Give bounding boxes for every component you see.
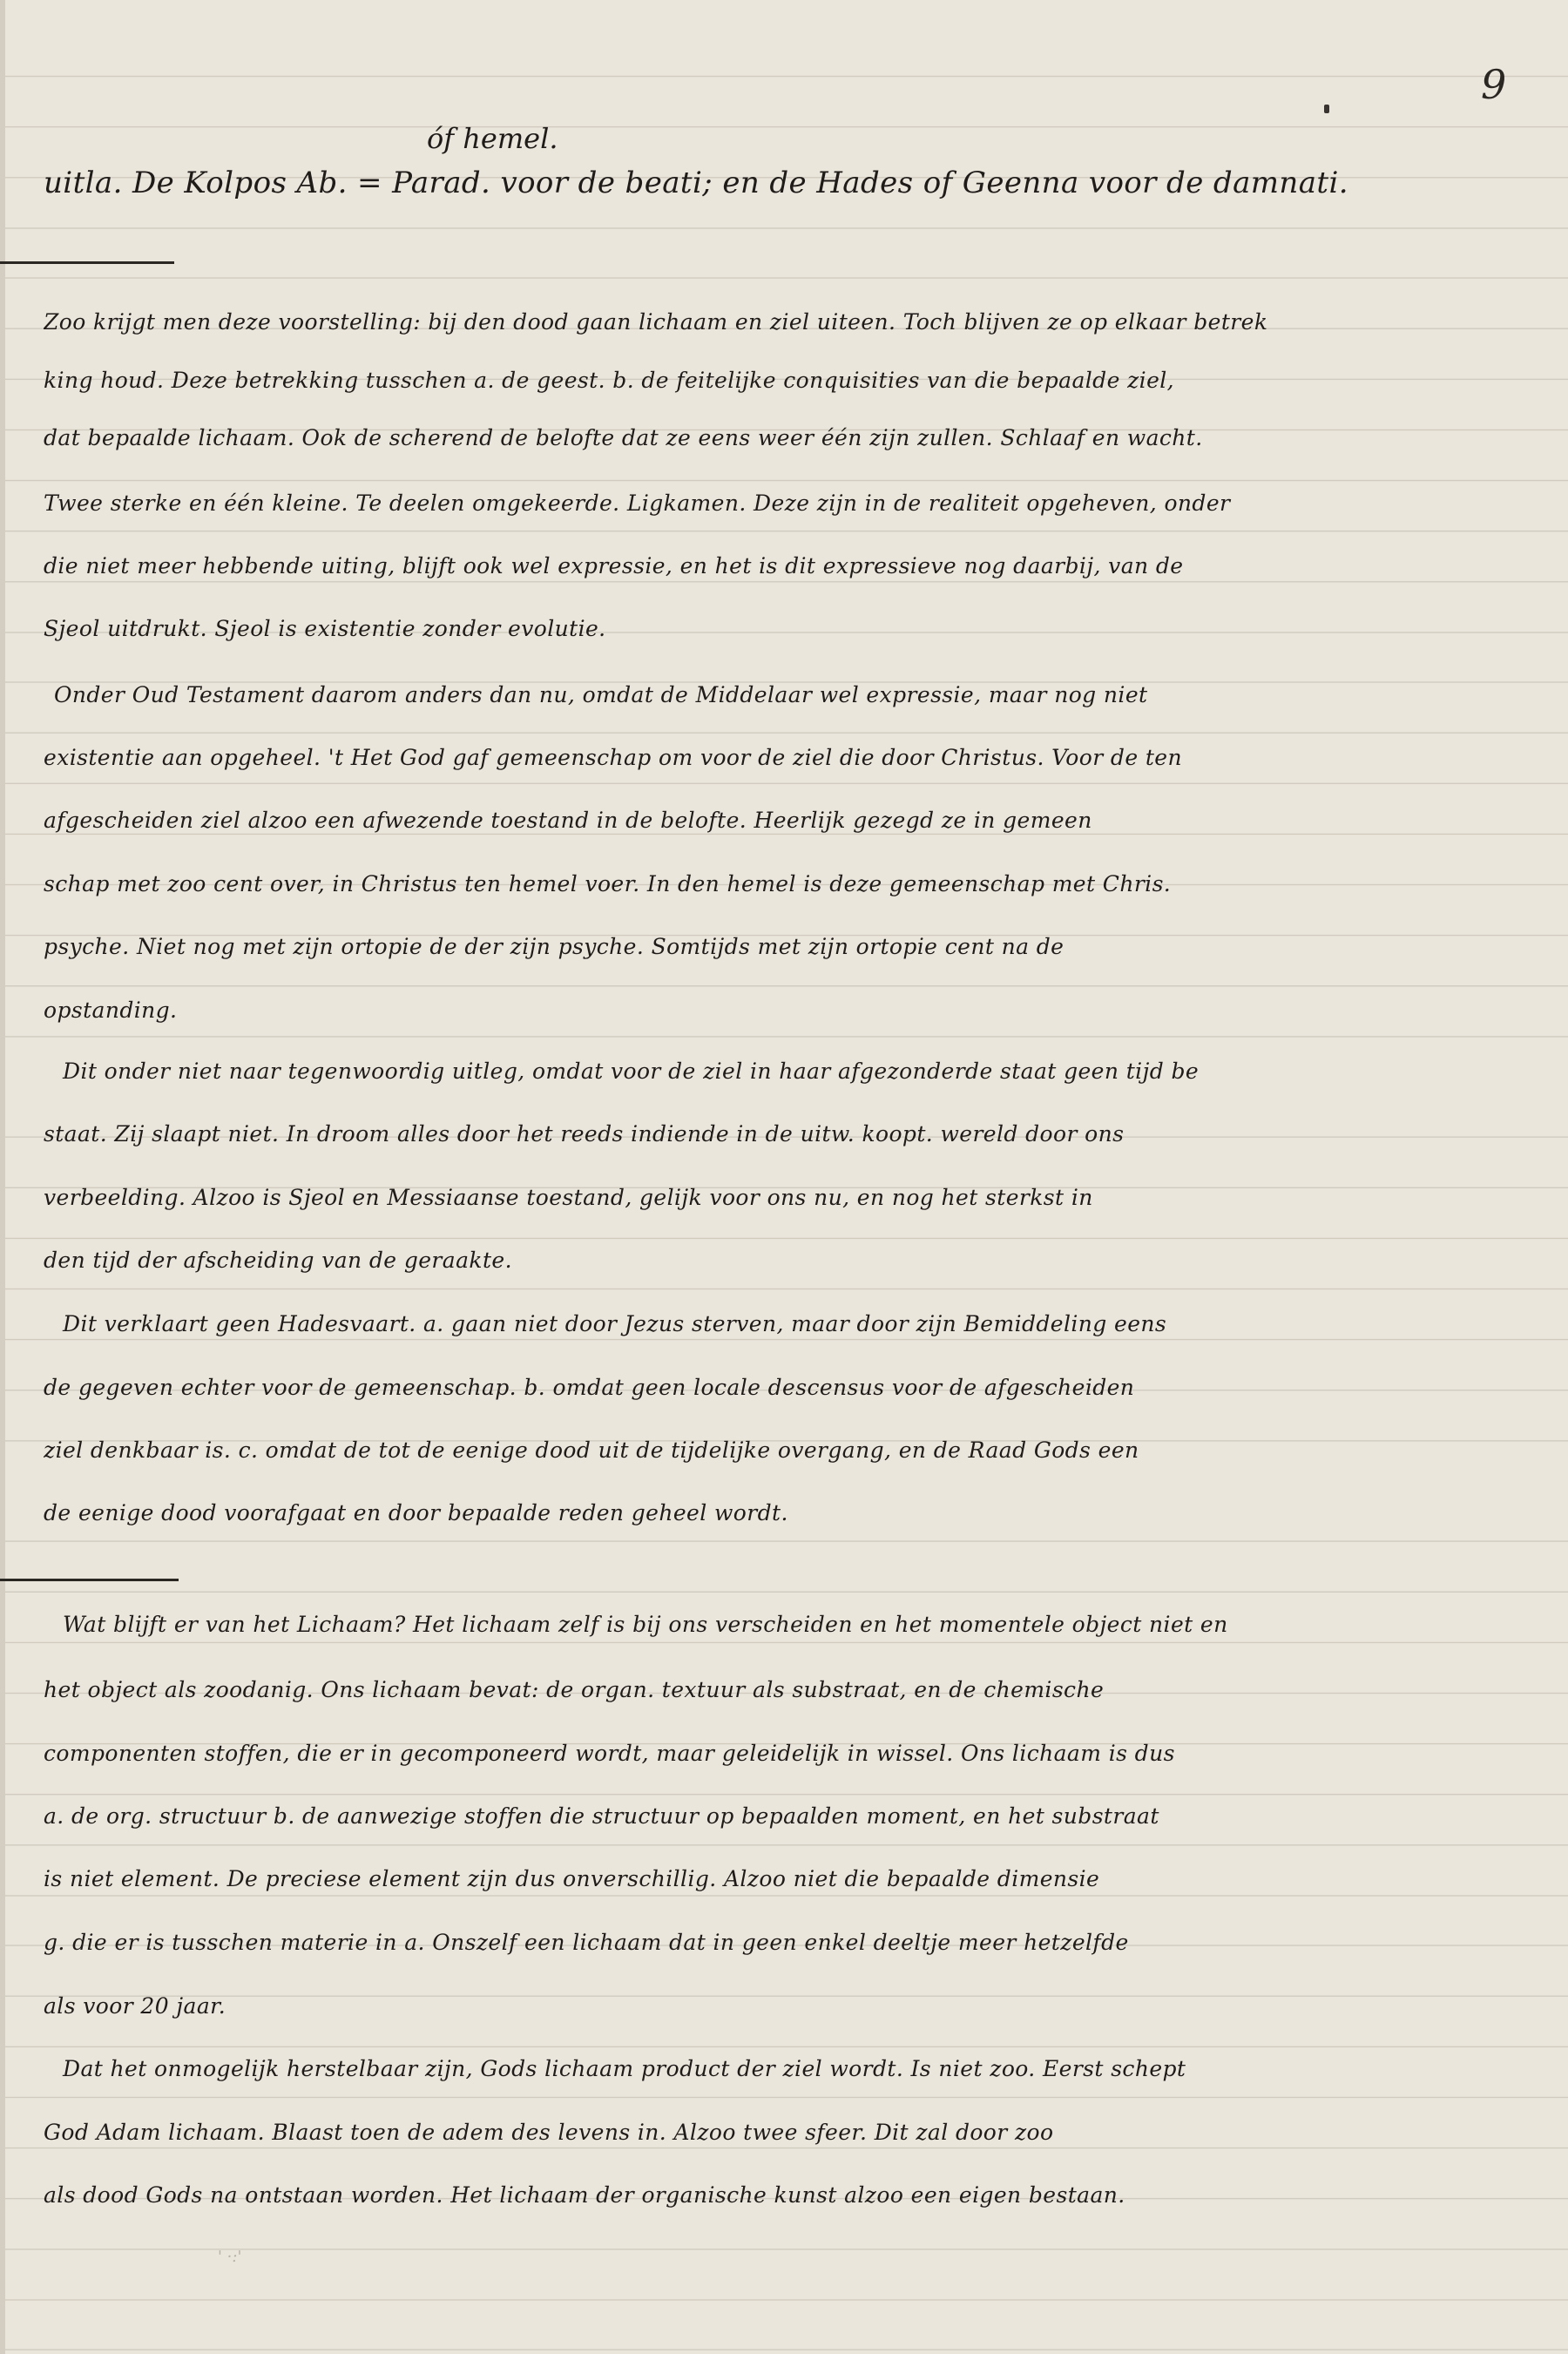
text-line: de eenige dood voorafgaat en door bepaalde reden geheel wordt. xyxy=(44,1500,788,1525)
heading-line: uitla. De Kolpos Ab. = Parad. voor de beati; en de Hades of Geenna voor de damnati. xyxy=(44,166,1348,200)
text-line: het object als zoodanig. Ons lichaam bevat: de organ. textuur als substraat, en de chemische xyxy=(44,1677,1105,1702)
section-divider xyxy=(0,1579,179,1581)
ink-mark xyxy=(1324,105,1329,113)
text-line: dat bepaalde lichaam. Ook de scherend de belofte dat ze eens weer één zijn zullen. Schlaaf en wacht. xyxy=(44,425,1203,450)
text-line: de gegeven echter voor de gemeenschap. b. omdat geen locale descensus voor de afgescheiden xyxy=(44,1375,1135,1400)
text-line: g. die er is tusschen materie in a. Onszelf een lichaam dat in geen enkel deeltje meer hetzelfde xyxy=(44,1930,1129,1955)
text-line: is niet element. De preciese element zijn dus onverschillig. Alzoo niet die bepaalde dimensie xyxy=(44,1866,1100,1891)
text-line: staat. Zij slaapt niet. In droom alles door het reeds indiende in de uitw. koopt. wereld door ons xyxy=(44,1121,1125,1147)
text-line: opstanding. xyxy=(44,998,178,1023)
text-line: Dat het onmogelijk herstelbaar zijn, Gods lichaam product der ziel wordt. Is niet zoo. Eerst schept xyxy=(63,2056,1186,2081)
section-divider xyxy=(0,261,174,264)
text-line: afgescheiden ziel alzoo een afwezende toestand in de belofte. Heerlijk gezegd ze in gemeen xyxy=(44,808,1092,833)
text-line: ziel denkbaar is. c. omdat de tot de eenige dood uit de tijdelijke overgang, en de Raad Gods een xyxy=(44,1437,1139,1463)
text-line: als dood Gods na ontstaan worden. Het lichaam der organische kunst alzoo een eigen bestaan. xyxy=(44,2182,1125,2208)
text-line: Onder Oud Testament daarom anders dan nu, omdat de Middelaar wel expressie, maar nog niet xyxy=(54,682,1148,707)
text-line: die niet meer hebbende uiting, blijft ook wel expressie, en het is dit expressieve nog daarbij, van de xyxy=(44,553,1184,578)
text-line: schap met zoo cent over, in Christus ten hemel voer. In den hemel is deze gemeenschap met Chris. xyxy=(44,871,1172,896)
text-line: king houd. Deze betrekking tusschen a. de geest. b. de feitelijke conquisities van die bepaalde ziel, xyxy=(44,368,1175,393)
text-line: a. de org. structuur b. de aanwezige stoffen die structuur op bepaalden moment, en het substraat xyxy=(44,1803,1159,1829)
text-line: God Adam lichaam. Blaast toen de adem des levens in. Alzoo twee sfeer. Dit zal door zoo xyxy=(44,2120,1054,2145)
text-line: den tijd der afscheiding van de geraakte. xyxy=(44,1248,512,1273)
text-line: Sjeol uitdrukt. Sjeol is existentie zonder evolutie. xyxy=(44,616,606,641)
text-line: Dit verklaart geen Hadesvaart. a. gaan niet door Jezus sterven, maar door zijn Bemiddeling eens xyxy=(63,1311,1167,1336)
text-line: Twee sterke en één kleine. Te deelen omgekeerde. Ligkamen. Deze zijn in de realiteit opgeheven, onder xyxy=(44,490,1231,516)
text-line: Wat blijft er van het Lichaam? Het lichaam zelf is bij ons verscheiden en het momentele object niet en xyxy=(63,1612,1228,1637)
page-margin-edge xyxy=(0,0,5,2354)
text-line: verbeelding. Alzoo is Sjeol en Messiaanse toestand, gelijk voor ons nu, en nog het sterkst in xyxy=(44,1185,1093,1210)
text-line: Dit onder niet naar tegenwoordig uitleg, omdat voor de ziel in haar afgezonderde staat geen tijd be xyxy=(63,1059,1200,1084)
text-line: Zoo krijgt men deze voorstelling: bij den dood gaan lichaam en ziel uiteen. Toch blijven ze op elkaar betrek xyxy=(44,309,1268,335)
text-line: psyche. Niet nog met zijn ortopie de der zijn psyche. Somtijds met zijn ortopie cent na de xyxy=(44,934,1064,959)
faded-mark: ' ·:' xyxy=(218,2248,242,2266)
text-line: componenten stoffen, die er in gecomponeerd wordt, maar geleidelijk in wissel. Ons lichaam is dus xyxy=(44,1741,1175,1766)
text-line: existentie aan opgeheel. 't Het God gaf gemeenschap om voor de ziel die door Christus. Voor de ten xyxy=(44,745,1182,770)
page-number: 9 xyxy=(1481,61,1507,108)
interlinear-note: óf hemel. xyxy=(427,122,558,155)
text-line: als voor 20 jaar. xyxy=(44,1993,226,2019)
